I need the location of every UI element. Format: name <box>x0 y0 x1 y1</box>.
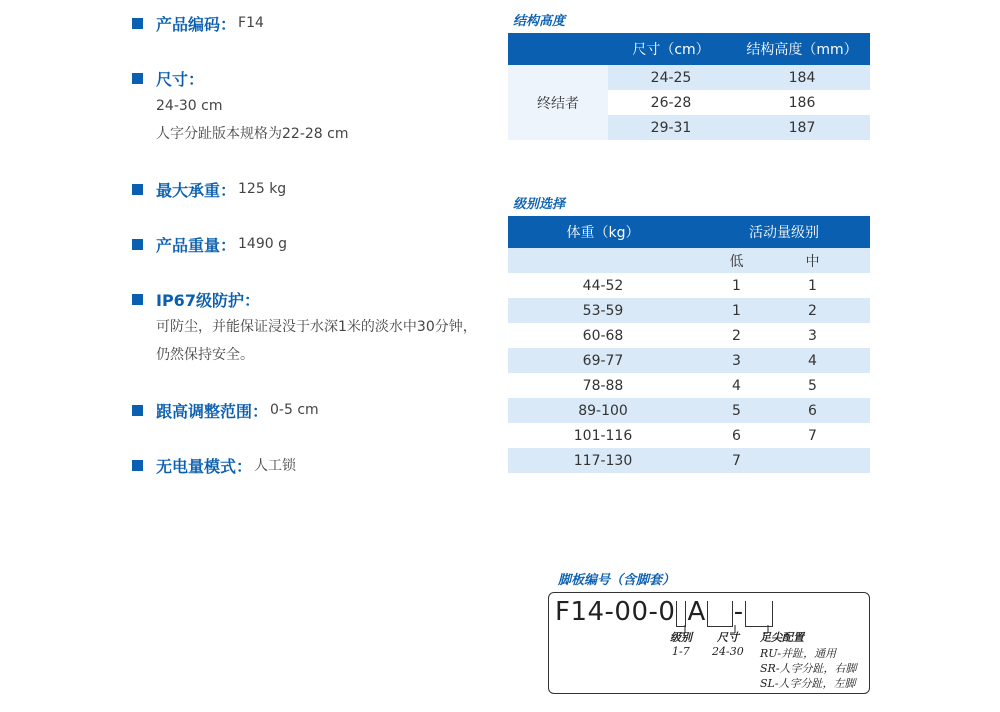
table-cell: 184 <box>788 69 816 86</box>
table-header <box>508 216 870 248</box>
bullet-icon <box>132 405 143 416</box>
bullet-icon <box>132 184 143 195</box>
table-row <box>508 298 870 323</box>
table-cell: 6 <box>808 402 817 419</box>
table-cell: 187 <box>788 119 816 136</box>
spec-value: 125 kg <box>238 181 287 197</box>
table-cell: 2 <box>808 302 817 319</box>
group-label: 终结者 <box>508 65 608 140</box>
table-cell: 4 <box>732 377 741 394</box>
bullet-icon <box>132 239 143 250</box>
grade-table-title: 级别选择 <box>513 197 566 212</box>
table-row <box>608 90 870 115</box>
spec-weight <box>132 233 287 255</box>
bullet-icon <box>132 73 143 84</box>
size-slot <box>707 601 733 627</box>
table-cell: 69-77 <box>582 352 624 369</box>
grade-table <box>508 216 870 473</box>
subheader-cell: 中 <box>805 253 820 270</box>
toe-option: SL-人字分趾，左脚 <box>760 677 856 690</box>
spec-label: 跟高调整范围： <box>156 401 269 421</box>
table-cell: 29-31 <box>650 119 692 136</box>
table-cell: 60-68 <box>582 327 624 344</box>
spec-ip <box>132 288 477 369</box>
table-cell: 26-28 <box>650 94 692 111</box>
table-cell: 5 <box>732 402 741 419</box>
header-cell: 尺寸（cm） <box>632 42 710 58</box>
header-cell: 结构高度（mm） <box>746 42 858 58</box>
table-cell: 7 <box>732 452 741 469</box>
spec-value: 0-5 cm <box>270 402 319 418</box>
spec-label: 产品重量： <box>156 235 237 255</box>
height-table-title: 结构高度 <box>513 14 566 29</box>
spec-label: 最大承重： <box>156 180 237 200</box>
table-cell: 1 <box>732 302 741 319</box>
table-cell: 3 <box>808 327 817 344</box>
spec-value: F14 <box>238 15 264 31</box>
table-row <box>508 448 870 473</box>
header-cell: 体重（kg） <box>566 225 640 241</box>
table-cell: 186 <box>788 94 816 111</box>
height-table <box>508 33 870 140</box>
table-cell: 78-88 <box>582 377 624 394</box>
table-row <box>508 423 870 448</box>
toe-option: SR-人字分趾，右脚 <box>760 662 857 675</box>
bullet-icon <box>132 460 143 471</box>
toe-option: RU-并趾，通用 <box>760 647 837 660</box>
spec-value: 人工锁 <box>254 458 297 474</box>
table-cell: 89-100 <box>578 402 628 419</box>
grade-range: 1-7 <box>672 645 690 658</box>
table-row <box>608 115 870 140</box>
spec-line: 可防尘，并能保证浸没于水深1米的淡水中30分钟， <box>156 319 477 335</box>
table-cell: 5 <box>808 377 817 394</box>
spec-label: 尺寸： <box>156 69 205 89</box>
table-row <box>508 348 870 373</box>
code-diagram <box>548 592 870 694</box>
table-header <box>508 33 870 65</box>
toe-label: 足尖配置 <box>760 631 804 644</box>
table-row <box>508 373 870 398</box>
table-row <box>508 273 870 298</box>
bullet-icon <box>132 18 143 29</box>
code-diagram-title: 脚板编号（含脚套） <box>558 573 676 588</box>
spec-label: IP67级防护： <box>156 290 260 310</box>
table-cell: 6 <box>732 427 741 444</box>
table-row <box>508 398 870 423</box>
spec-label: 产品编码： <box>156 14 237 34</box>
table-cell: 24-25 <box>650 69 692 86</box>
product-code <box>555 597 774 627</box>
table-cell: 7 <box>808 427 817 444</box>
table-cell: 1 <box>732 277 741 294</box>
table-cell: 53-59 <box>582 302 624 319</box>
spec-value: 1490 g <box>238 236 287 252</box>
table-cell: 1 <box>808 277 817 294</box>
grade-slot <box>676 601 686 627</box>
spec-mode <box>132 454 296 476</box>
table-cell: 117-130 <box>573 452 633 469</box>
spec-code <box>132 12 264 34</box>
table-row <box>608 65 870 90</box>
toe-slot <box>745 601 773 627</box>
size-range: 24-30 <box>712 645 744 658</box>
subheader-cell: 低 <box>729 253 744 270</box>
code-letter: A <box>687 597 706 627</box>
code-prefix: F14-00-0 <box>555 597 676 627</box>
spec-line: 人字分趾版本规格为22-28 cm <box>156 126 349 142</box>
spec-size <box>132 67 348 148</box>
spec-load <box>132 178 286 200</box>
spec-label: 无电量模式： <box>156 456 253 476</box>
spec-line: 24-30 cm <box>156 98 223 114</box>
spec-line: 仍然保持安全。 <box>156 347 254 363</box>
code-dash: - <box>733 597 744 627</box>
header-cell: 活动量级别 <box>749 225 819 241</box>
grade-label: 级别 <box>670 631 692 644</box>
table-cell: 2 <box>732 327 741 344</box>
table-row <box>508 323 870 348</box>
table-cell: 3 <box>732 352 741 369</box>
spec-heel <box>132 399 319 421</box>
size-label: 尺寸 <box>717 631 739 644</box>
table-subheader <box>508 248 870 273</box>
bullet-icon <box>132 294 143 305</box>
table-cell: 44-52 <box>582 277 624 294</box>
table-cell: 4 <box>808 352 817 369</box>
table-cell: 101-116 <box>573 427 633 444</box>
